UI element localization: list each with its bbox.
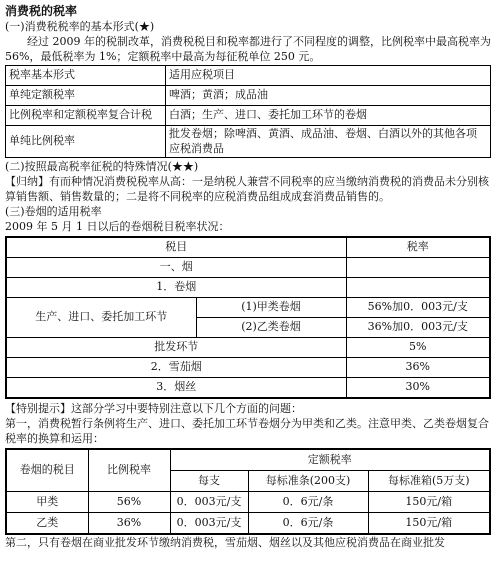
header-cell: 比例税率 — [88, 449, 170, 492]
cell: 单纯比例税率 — [6, 126, 166, 158]
section-3-heading: (三)卷烟的适用税率 — [5, 205, 102, 219]
cell: 150元/箱 — [368, 513, 490, 535]
cell: 甲类 — [6, 492, 88, 513]
table-row — [6, 126, 491, 158]
cell: 5% — [346, 338, 490, 358]
cell: 批发卷烟；除啤酒、黄酒、成品油、卷烟、白酒以外的其他各项应税消费品 — [166, 126, 491, 158]
section-3-intro: 2009 年 5 月 1 日以后的卷烟税目税率状况： — [5, 220, 230, 234]
table-row — [6, 338, 490, 358]
cell: 乙类 — [6, 513, 88, 535]
cell: 比例税率和定额税率复合计税 — [6, 106, 166, 126]
table-row — [6, 298, 490, 318]
section-1-heading: (一)消费税税率的基本形式(★) — [5, 20, 155, 33]
header-cell: 定额税率 — [170, 449, 490, 471]
cell: 批发环节 — [6, 338, 346, 358]
cell: 36%加0．003元/支 — [346, 318, 490, 338]
section-1-paragraph: 经过 2009 年的税制改革，消费税税目和税率都进行了不同程度的调整，比例税率中最高税率为56%，最低税率为 1%；定额税率中最高为每征税单位 250 元。 — [5, 35, 491, 63]
header-cell: 每标准条(200支) — [248, 471, 368, 492]
point-2-paragraph: 第二，只有卷烟在商业批发环节缴纳消费税，雪茄烟、烟丝以及其他应税消费品在商业批发 — [5, 536, 445, 550]
special-tip: 【特别提示】这部分学习中要特别注意以下几个方面的问题： — [5, 402, 302, 416]
table-header-row — [6, 449, 490, 471]
cell: 56%加0．003元/支 — [346, 298, 490, 318]
header-cell: 每标准箱(5万支) — [368, 471, 490, 492]
cell: 0．003元/支 — [170, 513, 248, 535]
table-row — [6, 258, 490, 278]
cell: 36% — [88, 513, 170, 535]
section-2-heading: (二)按照最高税率征税的特殊情况(★★) — [5, 160, 199, 174]
table-row — [6, 278, 490, 298]
doc-title: 消费税的税率 — [5, 4, 78, 18]
cell: 150元/箱 — [368, 492, 490, 513]
point-1-paragraph: 第一，消费税暂行条例将生产、进口、委托加工环节卷烟分为甲类和乙类。注意甲类、乙类卷烟复合税率的换算和运用： — [5, 417, 489, 446]
header-cell: 税目 — [6, 237, 346, 258]
cell: 36% — [346, 358, 490, 378]
document — [5, 4, 491, 550]
cell: 0．6元/条 — [248, 492, 368, 513]
header-cell: 税率基本形式 — [6, 66, 166, 86]
cell — [346, 278, 490, 298]
table-row — [6, 358, 490, 378]
cell: 30% — [346, 378, 490, 399]
table-header-row — [6, 237, 490, 258]
compound-rate-table — [5, 448, 491, 535]
cell: 白酒；生产、进口、委托加工环节的卷烟 — [166, 106, 491, 126]
cell: 3．烟丝 — [6, 378, 346, 399]
table-row — [6, 492, 490, 513]
cell: 0．003元/支 — [170, 492, 248, 513]
cell: 单纯定额税率 — [6, 86, 166, 106]
cell: 56% — [88, 492, 170, 513]
cell: (1)甲类卷烟 — [196, 298, 346, 318]
header-cell: 税率 — [346, 237, 490, 258]
table-row — [6, 86, 491, 106]
cigarette-rate-table — [5, 236, 491, 399]
cell: 1．卷烟 — [6, 278, 346, 298]
table-row — [6, 378, 490, 399]
table-row — [6, 513, 490, 535]
cell: 啤酒；黄酒；成品油 — [166, 86, 491, 106]
cell — [346, 258, 490, 278]
header-cell: 卷烟的税目 — [6, 449, 88, 492]
header-cell: 适用应税项目 — [166, 66, 491, 86]
cell: 生产、进口、委托加工环节 — [6, 298, 196, 338]
cell: 一、烟 — [6, 258, 346, 278]
table-header-row — [6, 66, 491, 86]
table-row — [6, 106, 491, 126]
cell: 2．雪茄烟 — [6, 358, 346, 378]
cell: 0．6元/条 — [248, 513, 368, 535]
header-cell: 每支 — [170, 471, 248, 492]
cell: (2)乙类卷烟 — [196, 318, 346, 338]
section-2-paragraph: 【归纳】有而种情况消费税税率从高：一是纳税人兼营不同税率的应当缴纳消费税的消费品未分别核算销售额、销售数量的；二是将不同税率的应税消费品组成成套消费品销售的。 — [5, 175, 489, 204]
tax-form-table — [5, 65, 491, 158]
